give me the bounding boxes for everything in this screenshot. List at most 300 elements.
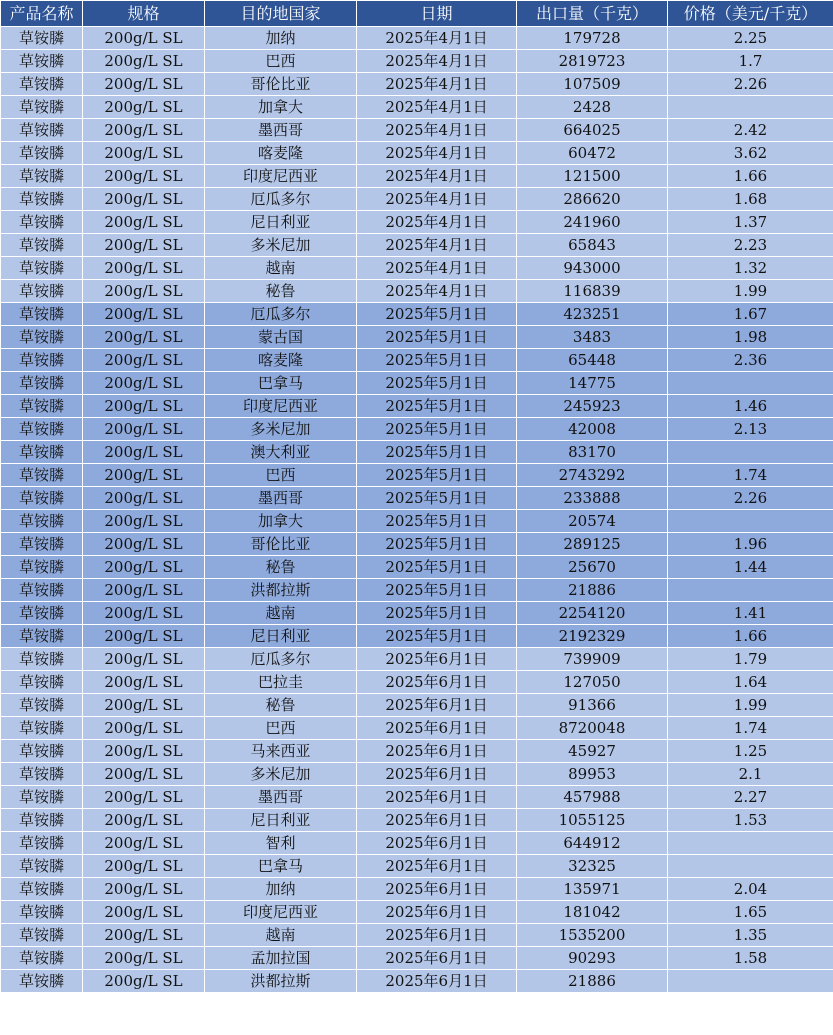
cell-product-name: 草铵膦: [1, 165, 83, 188]
table-row: [1, 326, 833, 349]
cell-price: 2.13: [668, 418, 833, 441]
cell-export-volume: 245923: [517, 395, 668, 418]
cell-destination-country: 厄瓜多尔: [205, 303, 357, 326]
cell-destination-country: 越南: [205, 924, 357, 947]
cell-export-volume: 89953: [517, 763, 668, 786]
cell-destination-country: 巴拉圭: [205, 671, 357, 694]
cell-export-volume: 107509: [517, 73, 668, 96]
cell-price: 2.26: [668, 73, 833, 96]
table-row: [1, 165, 833, 188]
cell-price: [668, 372, 833, 395]
table-row: [1, 970, 833, 993]
cell-export-volume: 179728: [517, 27, 668, 50]
cell-date: 2025年4月1日: [357, 257, 517, 280]
cell-product-name: 草铵膦: [1, 50, 83, 73]
cell-spec: 200g/L SL: [83, 832, 205, 855]
cell-product-name: 草铵膦: [1, 73, 83, 96]
cell-spec: 200g/L SL: [83, 694, 205, 717]
cell-product-name: 草铵膦: [1, 533, 83, 556]
cell-spec: 200g/L SL: [83, 556, 205, 579]
cell-date: 2025年4月1日: [357, 27, 517, 50]
cell-price: 2.04: [668, 878, 833, 901]
cell-price: [668, 832, 833, 855]
cell-price: 2.25: [668, 27, 833, 50]
cell-date: 2025年4月1日: [357, 50, 517, 73]
cell-price: 1.41: [668, 602, 833, 625]
cell-date: 2025年6月1日: [357, 855, 517, 878]
cell-price: 1.25: [668, 740, 833, 763]
cell-date: 2025年4月1日: [357, 211, 517, 234]
table-row: [1, 924, 833, 947]
cell-product-name: 草铵膦: [1, 119, 83, 142]
cell-date: 2025年6月1日: [357, 924, 517, 947]
cell-spec: 200g/L SL: [83, 119, 205, 142]
cell-date: 2025年6月1日: [357, 648, 517, 671]
cell-export-volume: 289125: [517, 533, 668, 556]
cell-export-volume: 1535200: [517, 924, 668, 947]
table-row: [1, 510, 833, 533]
header-row: [1, 1, 833, 27]
table-row: [1, 349, 833, 372]
cell-product-name: 草铵膦: [1, 832, 83, 855]
cell-spec: 200g/L SL: [83, 717, 205, 740]
cell-destination-country: 印度尼西亚: [205, 395, 357, 418]
table-row: [1, 878, 833, 901]
table-row: [1, 487, 833, 510]
table-row: [1, 901, 833, 924]
cell-product-name: 草铵膦: [1, 602, 83, 625]
table-row: [1, 786, 833, 809]
cell-export-volume: 14775: [517, 372, 668, 395]
watermark-text: KQ 农财网: [6, 1012, 84, 1030]
cell-price: 1.35: [668, 924, 833, 947]
cell-date: 2025年5月1日: [357, 372, 517, 395]
cell-export-volume: 42008: [517, 418, 668, 441]
table-row: [1, 96, 833, 119]
cell-export-volume: 3483: [517, 326, 668, 349]
cell-price: 1.74: [668, 464, 833, 487]
cell-product-name: 草铵膦: [1, 326, 83, 349]
table-row: [1, 763, 833, 786]
cell-destination-country: 加纳: [205, 27, 357, 50]
cell-date: 2025年5月1日: [357, 625, 517, 648]
header-destination-country: 目的地国家: [205, 1, 357, 27]
cell-spec: 200g/L SL: [83, 257, 205, 280]
cell-date: 2025年5月1日: [357, 395, 517, 418]
cell-product-name: 草铵膦: [1, 303, 83, 326]
cell-price: 1.74: [668, 717, 833, 740]
cell-date: 2025年5月1日: [357, 510, 517, 533]
cell-export-volume: 943000: [517, 257, 668, 280]
table-row: [1, 809, 833, 832]
cell-product-name: 草铵膦: [1, 809, 83, 832]
cell-spec: 200g/L SL: [83, 924, 205, 947]
cell-destination-country: 巴拿马: [205, 855, 357, 878]
cell-destination-country: 巴西: [205, 50, 357, 73]
cell-price: [668, 96, 833, 119]
cell-price: 3.62: [668, 142, 833, 165]
cell-export-volume: 91366: [517, 694, 668, 717]
cell-destination-country: 墨西哥: [205, 786, 357, 809]
cell-export-volume: 2254120: [517, 602, 668, 625]
cell-product-name: 草铵膦: [1, 280, 83, 303]
table-row: [1, 372, 833, 395]
cell-destination-country: 越南: [205, 602, 357, 625]
cell-date: 2025年6月1日: [357, 947, 517, 970]
cell-date: 2025年4月1日: [357, 188, 517, 211]
cell-destination-country: 加拿大: [205, 510, 357, 533]
cell-price: 2.1: [668, 763, 833, 786]
table-row: [1, 648, 833, 671]
table-row: [1, 947, 833, 970]
cell-destination-country: 尼日利亚: [205, 625, 357, 648]
table-row: [1, 188, 833, 211]
cell-export-volume: 423251: [517, 303, 668, 326]
cell-export-volume: 457988: [517, 786, 668, 809]
cell-spec: 200g/L SL: [83, 855, 205, 878]
cell-spec: 200g/L SL: [83, 740, 205, 763]
cell-destination-country: 厄瓜多尔: [205, 648, 357, 671]
cell-export-volume: 21886: [517, 579, 668, 602]
cell-spec: 200g/L SL: [83, 533, 205, 556]
cell-price: [668, 510, 833, 533]
cell-export-volume: 21886: [517, 970, 668, 993]
cell-spec: 200g/L SL: [83, 50, 205, 73]
cell-spec: 200g/L SL: [83, 763, 205, 786]
cell-export-volume: 2743292: [517, 464, 668, 487]
table-row: [1, 832, 833, 855]
cell-export-volume: 8720048: [517, 717, 668, 740]
cell-date: 2025年5月1日: [357, 533, 517, 556]
table-row: [1, 234, 833, 257]
cell-product-name: 草铵膦: [1, 924, 83, 947]
cell-product-name: 草铵膦: [1, 27, 83, 50]
cell-date: 2025年5月1日: [357, 418, 517, 441]
table-row: [1, 142, 833, 165]
cell-product-name: 草铵膦: [1, 188, 83, 211]
cell-price: 1.99: [668, 694, 833, 717]
cell-destination-country: 哥伦比亚: [205, 533, 357, 556]
cell-price: 1.53: [668, 809, 833, 832]
cell-price: 1.79: [668, 648, 833, 671]
cell-spec: 200g/L SL: [83, 510, 205, 533]
cell-price: 2.26: [668, 487, 833, 510]
cell-product-name: 草铵膦: [1, 395, 83, 418]
cell-product-name: 草铵膦: [1, 441, 83, 464]
cell-price: [668, 855, 833, 878]
table-row: [1, 740, 833, 763]
cell-spec: 200g/L SL: [83, 73, 205, 96]
cell-date: 2025年5月1日: [357, 303, 517, 326]
cell-date: 2025年6月1日: [357, 878, 517, 901]
cell-price: 1.32: [668, 257, 833, 280]
cell-destination-country: 喀麦隆: [205, 142, 357, 165]
cell-destination-country: 巴拿马: [205, 372, 357, 395]
header-date: 日期: [357, 1, 517, 27]
cell-export-volume: 664025: [517, 119, 668, 142]
cell-spec: 200g/L SL: [83, 809, 205, 832]
cell-spec: 200g/L SL: [83, 464, 205, 487]
cell-destination-country: 哥伦比亚: [205, 73, 357, 96]
cell-price: 1.64: [668, 671, 833, 694]
cell-price: 2.42: [668, 119, 833, 142]
cell-price: 2.36: [668, 349, 833, 372]
cell-product-name: 草铵膦: [1, 648, 83, 671]
cell-destination-country: 洪都拉斯: [205, 970, 357, 993]
table-row: [1, 533, 833, 556]
cell-spec: 200g/L SL: [83, 188, 205, 211]
cell-price: 1.68: [668, 188, 833, 211]
cell-spec: 200g/L SL: [83, 579, 205, 602]
cell-export-volume: 45927: [517, 740, 668, 763]
cell-export-volume: 32325: [517, 855, 668, 878]
cell-price: 1.37: [668, 211, 833, 234]
cell-date: 2025年5月1日: [357, 349, 517, 372]
cell-spec: 200g/L SL: [83, 234, 205, 257]
cell-price: 1.65: [668, 901, 833, 924]
cell-product-name: 草铵膦: [1, 464, 83, 487]
cell-export-volume: 1055125: [517, 809, 668, 832]
cell-date: 2025年5月1日: [357, 579, 517, 602]
cell-product-name: 草铵膦: [1, 740, 83, 763]
table-row: [1, 119, 833, 142]
table-row: [1, 602, 833, 625]
cell-destination-country: 厄瓜多尔: [205, 188, 357, 211]
cell-product-name: 草铵膦: [1, 671, 83, 694]
cell-date: 2025年4月1日: [357, 73, 517, 96]
table-row: [1, 579, 833, 602]
cell-date: 2025年5月1日: [357, 487, 517, 510]
table-row: [1, 855, 833, 878]
cell-price: 1.66: [668, 625, 833, 648]
cell-product-name: 草铵膦: [1, 234, 83, 257]
cell-destination-country: 尼日利亚: [205, 809, 357, 832]
table-row: [1, 211, 833, 234]
cell-price: 1.7: [668, 50, 833, 73]
cell-destination-country: 巴西: [205, 464, 357, 487]
cell-spec: 200g/L SL: [83, 441, 205, 464]
cell-product-name: 草铵膦: [1, 855, 83, 878]
cell-destination-country: 马来西亚: [205, 740, 357, 763]
cell-export-volume: 739909: [517, 648, 668, 671]
cell-spec: 200g/L SL: [83, 648, 205, 671]
cell-price: 1.98: [668, 326, 833, 349]
cell-spec: 200g/L SL: [83, 418, 205, 441]
cell-spec: 200g/L SL: [83, 487, 205, 510]
cell-date: 2025年6月1日: [357, 809, 517, 832]
cell-product-name: 草铵膦: [1, 786, 83, 809]
cell-product-name: 草铵膦: [1, 487, 83, 510]
cell-destination-country: 秘鲁: [205, 280, 357, 303]
cell-product-name: 草铵膦: [1, 717, 83, 740]
table-row: [1, 27, 833, 50]
cell-spec: 200g/L SL: [83, 878, 205, 901]
cell-export-volume: 116839: [517, 280, 668, 303]
cell-product-name: 草铵膦: [1, 763, 83, 786]
cell-date: 2025年6月1日: [357, 901, 517, 924]
table-row: [1, 50, 833, 73]
table-row: [1, 464, 833, 487]
cell-export-volume: 83170: [517, 441, 668, 464]
cell-export-volume: 127050: [517, 671, 668, 694]
cell-destination-country: 洪都拉斯: [205, 579, 357, 602]
cell-date: 2025年6月1日: [357, 694, 517, 717]
cell-export-volume: 286620: [517, 188, 668, 211]
cell-spec: 200g/L SL: [83, 671, 205, 694]
cell-date: 2025年5月1日: [357, 326, 517, 349]
cell-price: 2.27: [668, 786, 833, 809]
cell-product-name: 草铵膦: [1, 694, 83, 717]
cell-export-volume: 2428: [517, 96, 668, 119]
cell-destination-country: 印度尼西亚: [205, 165, 357, 188]
cell-date: 2025年4月1日: [357, 142, 517, 165]
cell-product-name: 草铵膦: [1, 579, 83, 602]
table-row: [1, 694, 833, 717]
cell-destination-country: 秘鲁: [205, 556, 357, 579]
cell-destination-country: 越南: [205, 257, 357, 280]
cell-export-volume: 241960: [517, 211, 668, 234]
cell-product-name: 草铵膦: [1, 510, 83, 533]
cell-destination-country: 多米尼加: [205, 763, 357, 786]
cell-product-name: 草铵膦: [1, 947, 83, 970]
table-row: [1, 671, 833, 694]
cell-product-name: 草铵膦: [1, 372, 83, 395]
cell-export-volume: 121500: [517, 165, 668, 188]
cell-price: 1.67: [668, 303, 833, 326]
cell-spec: 200g/L SL: [83, 303, 205, 326]
cell-product-name: 草铵膦: [1, 142, 83, 165]
cell-price: [668, 579, 833, 602]
cell-date: 2025年5月1日: [357, 441, 517, 464]
cell-date: 2025年6月1日: [357, 763, 517, 786]
cell-date: 2025年4月1日: [357, 280, 517, 303]
table-row: [1, 280, 833, 303]
cell-date: 2025年5月1日: [357, 602, 517, 625]
cell-destination-country: 墨西哥: [205, 119, 357, 142]
cell-destination-country: 加纳: [205, 878, 357, 901]
table-row: [1, 303, 833, 326]
cell-product-name: 草铵膦: [1, 96, 83, 119]
cell-price: 1.66: [668, 165, 833, 188]
cell-export-volume: 60472: [517, 142, 668, 165]
cell-spec: 200g/L SL: [83, 602, 205, 625]
cell-spec: 200g/L SL: [83, 96, 205, 119]
cell-spec: 200g/L SL: [83, 326, 205, 349]
cell-export-volume: 181042: [517, 901, 668, 924]
cell-date: 2025年4月1日: [357, 119, 517, 142]
cell-spec: 200g/L SL: [83, 280, 205, 303]
header-export-volume: 出口量（千克）: [517, 1, 668, 27]
header-product-name: 产品名称: [1, 1, 83, 27]
table-body: [1, 27, 833, 993]
cell-export-volume: 135971: [517, 878, 668, 901]
table-row: [1, 257, 833, 280]
table-row: [1, 441, 833, 464]
header-price: 价格（美元/千克）: [668, 1, 833, 27]
cell-export-volume: 65448: [517, 349, 668, 372]
cell-date: 2025年4月1日: [357, 165, 517, 188]
table-row: [1, 625, 833, 648]
cell-spec: 200g/L SL: [83, 372, 205, 395]
cell-export-volume: 644912: [517, 832, 668, 855]
cell-destination-country: 尼日利亚: [205, 211, 357, 234]
cell-export-volume: 20574: [517, 510, 668, 533]
cell-export-volume: 2192329: [517, 625, 668, 648]
cell-date: 2025年4月1日: [357, 96, 517, 119]
cell-product-name: 草铵膦: [1, 556, 83, 579]
cell-destination-country: 喀麦隆: [205, 349, 357, 372]
cell-product-name: 草铵膦: [1, 211, 83, 234]
cell-price: 1.99: [668, 280, 833, 303]
cell-destination-country: 墨西哥: [205, 487, 357, 510]
cell-date: 2025年6月1日: [357, 970, 517, 993]
cell-date: 2025年5月1日: [357, 464, 517, 487]
cell-date: 2025年6月1日: [357, 671, 517, 694]
cell-date: 2025年6月1日: [357, 717, 517, 740]
cell-spec: 200g/L SL: [83, 901, 205, 924]
cell-destination-country: 蒙古国: [205, 326, 357, 349]
table-row: [1, 73, 833, 96]
cell-price: [668, 441, 833, 464]
cell-date: 2025年6月1日: [357, 786, 517, 809]
cell-price: 1.96: [668, 533, 833, 556]
cell-export-volume: 65843: [517, 234, 668, 257]
cell-date: 2025年6月1日: [357, 740, 517, 763]
header-spec: 规格: [83, 1, 205, 27]
cell-destination-country: 加拿大: [205, 96, 357, 119]
cell-date: 2025年4月1日: [357, 234, 517, 257]
cell-destination-country: 澳大利亚: [205, 441, 357, 464]
cell-date: 2025年5月1日: [357, 556, 517, 579]
cell-price: [668, 970, 833, 993]
cell-spec: 200g/L SL: [83, 211, 205, 234]
cell-spec: 200g/L SL: [83, 349, 205, 372]
cell-product-name: 草铵膦: [1, 418, 83, 441]
table-row: [1, 418, 833, 441]
cell-price: 2.23: [668, 234, 833, 257]
cell-price: 1.58: [668, 947, 833, 970]
cell-destination-country: 多米尼加: [205, 418, 357, 441]
cell-destination-country: 智利: [205, 832, 357, 855]
cell-export-volume: 2819723: [517, 50, 668, 73]
cell-spec: 200g/L SL: [83, 142, 205, 165]
table-row: [1, 556, 833, 579]
cell-destination-country: 印度尼西亚: [205, 901, 357, 924]
cell-product-name: 草铵膦: [1, 625, 83, 648]
cell-spec: 200g/L SL: [83, 395, 205, 418]
cell-date: 2025年6月1日: [357, 832, 517, 855]
cell-product-name: 草铵膦: [1, 878, 83, 901]
cell-price: 1.46: [668, 395, 833, 418]
cell-spec: 200g/L SL: [83, 786, 205, 809]
cell-spec: 200g/L SL: [83, 970, 205, 993]
table-row: [1, 395, 833, 418]
cell-destination-country: 巴西: [205, 717, 357, 740]
cell-spec: 200g/L SL: [83, 947, 205, 970]
table-header: [1, 1, 833, 27]
cell-export-volume: 25670: [517, 556, 668, 579]
cell-spec: 200g/L SL: [83, 27, 205, 50]
cell-product-name: 草铵膦: [1, 349, 83, 372]
cell-product-name: 草铵膦: [1, 257, 83, 280]
cell-spec: 200g/L SL: [83, 165, 205, 188]
cell-product-name: 草铵膦: [1, 970, 83, 993]
cell-destination-country: 多米尼加: [205, 234, 357, 257]
cell-destination-country: 秘鲁: [205, 694, 357, 717]
cell-destination-country: 孟加拉国: [205, 947, 357, 970]
cell-export-volume: 233888: [517, 487, 668, 510]
cell-spec: 200g/L SL: [83, 625, 205, 648]
